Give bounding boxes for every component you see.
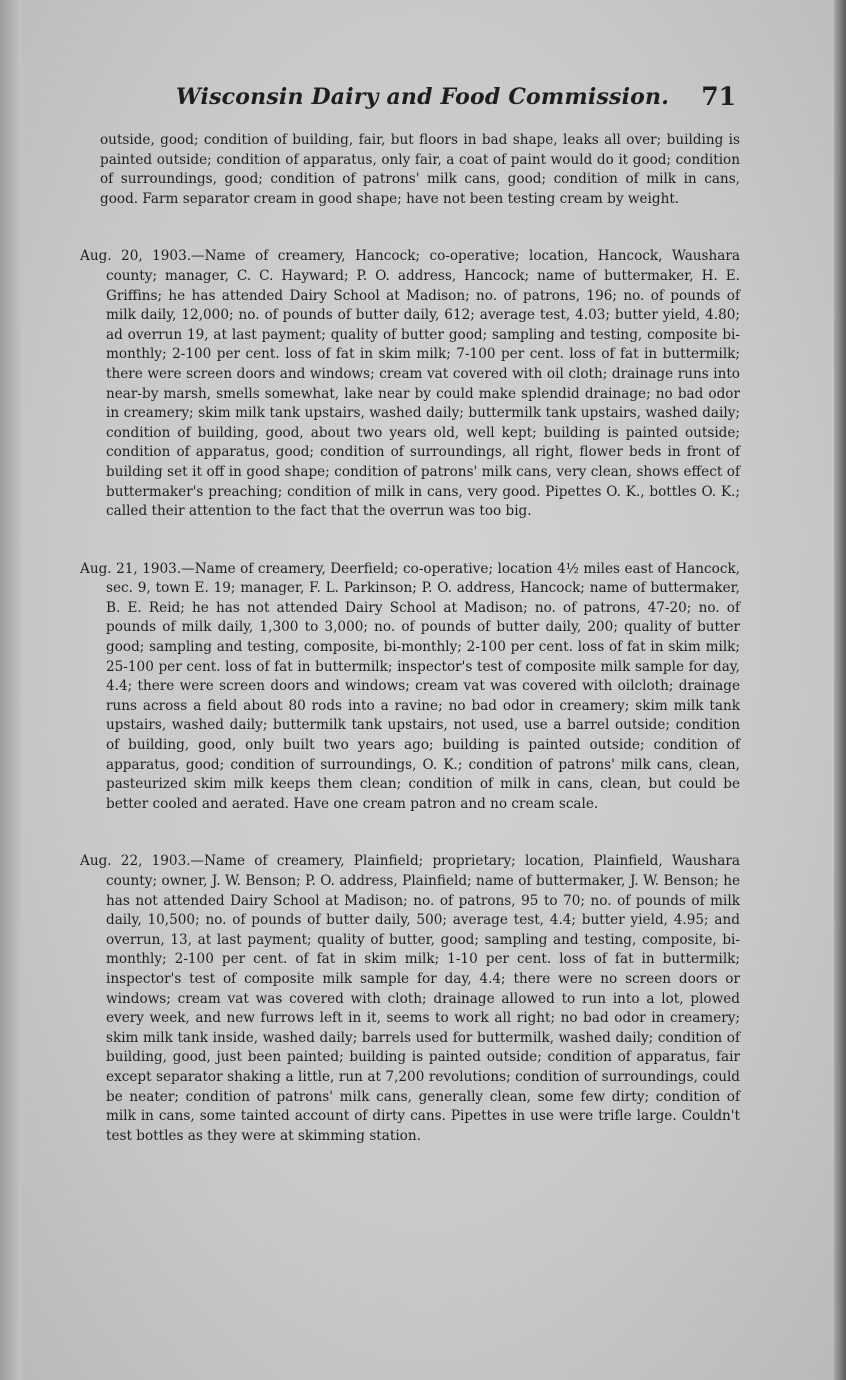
page-number: 71	[701, 82, 736, 111]
body-text	[80, 131, 740, 1146]
paragraph-continuation: outside, good; condition of building, fair, but floors in bad shape, leaks all over; building is painted outside; condition of apparatus, only fair, a coat of paint would do it good; condition of surroundings, good; condition of patrons' milk cans, good; condition of milk in cans, good. Farm separator cream in good shape; have not been testing cream by weight.	[100, 132, 740, 207]
running-title: Wisconsin Dairy and Food Commission.	[176, 84, 670, 110]
page-header	[100, 84, 740, 124]
paragraph-gap	[100, 209, 740, 247]
page-left-edge	[0, 0, 22, 1380]
entry-aug-20: Aug. 20, 1903.—Name of creamery, Hancock; co-operative; location, Hancock, Waushara county; manager, C. C. Hayward; P. O. address, Hancock; name of buttermaker, H. E. Griffins; he has attended Dairy School at Madison; no. of patrons, 196; no. of pounds of milk daily, 12,000; no. of pounds of butter daily, 612; average test, 4.03; butter yield, 4.80; ad overrun 19, at last payment; quality of butter good; sampling and testing, composite bi-monthly; 2-100 per cent. loss of fat in skim milk; 7-100 per cent. loss of fat in buttermilk; there were screen doors and windows; cream vat covered with oil cloth; drainage runs into near-by marsh, smells somewhat, lake near by could make splendid drainage; no bad odor in creamery; skim milk tank upstairs, washed daily; buttermilk tank upstairs, washed daily; condition of building, good, about two years old, well kept; building is painted outside; condition of apparatus, good; condition of surroundings, all right, flower beds in front of building set it off in good shape; condition of patrons' milk cans, very clean, shows effect of buttermaker's preaching; condition of milk in cans, very good. Pipettes O. K., bottles O. K.; called their attention to the fact that the overrun was too big.	[80, 248, 740, 520]
paragraph-gap	[100, 522, 740, 560]
paragraph-gap	[100, 814, 740, 852]
page-right-edge	[834, 0, 846, 1380]
entry-aug-21: Aug. 21, 1903.—Name of creamery, Deerfield; co-operative; location 4½ miles east of Hancock, sec. 9, town E. 19; manager, F. L. Parkinson; P. O. address, Hancock; name of buttermaker, B. E. Reid; he has not attended Dairy School at Madison; no. of patrons, 47-20; no. of pounds of milk daily, 1,300 to 3,000; no. of pounds of butter daily, 200; quality of butter good; sampling and testing, composite, bi-monthly; 2-100 per cent. loss of fat in skim milk; 25-100 per cent. loss of fat in buttermilk; inspector's test of composite milk sample for day, 4.4; there were screen doors and windows; cream vat was covered with oilcloth; drainage runs across a field about 80 rods into a ravine; no bad odor in creamery; skim milk tank upstairs, washed daily; buttermilk tank upstairs, not used, use a barrel outside; condition of building, good, only built two years ago; building is painted outside; condition of apparatus, good; condition of surroundings, O. K.; condition of patrons' milk cans, clean, pasteurized skim milk keeps them clean; condition of milk in cans, clean, but could be better cooled and aerated. Have one cream patron and no cream scale.	[80, 560, 740, 812]
entry-aug-22: Aug. 22, 1903.—Name of creamery, Plainfield; proprietary; location, Plainfield, Waushara county; owner, J. W. Benson; P. O. address, Plainfield; name of buttermaker, J. W. Benson; he has not attended Dairy School at Madison; no. of patrons, 95 to 70; no. of pounds of milk daily, 10,500; no. of pounds of butter daily, 500; average test, 4.4; butter yield, 4.95; and overrun, 13, at last payment; quality of butter, good; sampling and testing, composite, bi-monthly; 2-100 per cent. of fat in skim milk; 1-10 per cent. loss of fat in buttermilk; inspector's test of composite milk sample for day, 4.4; there were no screen doors or windows; cream vat was covered with cloth; drainage allowed to run into a lot, plowed every week, and new furrows left in it, seems to work all right; no bad odor in creamery; skim milk tank inside, washed daily; barrels used for buttermilk, washed daily; condition of building, good, just been painted; building is painted outside; condition of apparatus, fair except separator shaking a little, run at 7,200 revolutions; condition of surroundings, could be neater; condition of patrons' milk cans, generally clean, some few dirty; condition of milk in cans, some tainted account of dirty cans. Pipettes in use were trifle large. Couldn't test bottles as they were at skimming station.	[80, 853, 740, 1144]
